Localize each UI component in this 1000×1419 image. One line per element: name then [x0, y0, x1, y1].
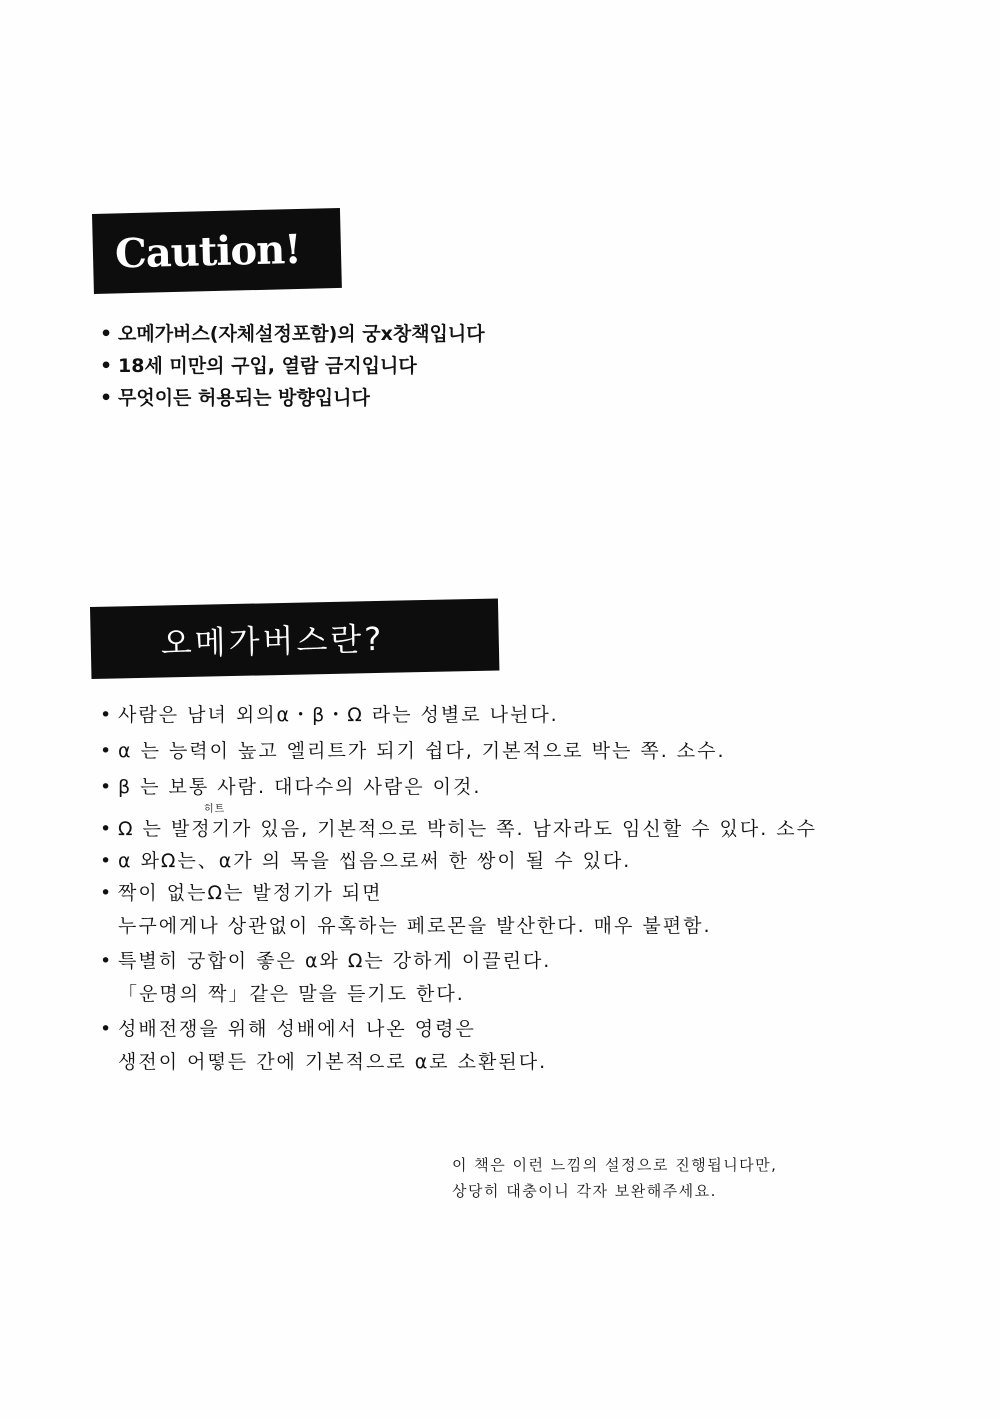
caution-item-text: 18세 미만의 구입, 열람 금지입니다: [118, 355, 417, 377]
bullet-icon: •: [100, 704, 114, 726]
omegaverse-item-text: α 는 능력이 높고 엘리트가 되기 쉽다, 기본적으로 박는 쪽. 소수.: [118, 740, 726, 762]
caution-item-text: 오메가버스(자체설정포함)의 궁x창책입니다: [118, 323, 485, 345]
bullet-icon: •: [100, 818, 114, 840]
omegaverse-banner: [90, 598, 499, 679]
omegaverse-item: [100, 846, 631, 873]
omegaverse-item-continuation: 누구에게나 상관없이 유혹하는 페로몬을 발산한다. 매우 불편함.: [118, 915, 712, 937]
omegaverse-item-text: β 는 보통 사람. 대다수의 사람은 이것.: [118, 776, 482, 798]
caution-title: Caution!: [114, 225, 302, 277]
caution-list: [100, 318, 485, 414]
omegaverse-item: [100, 772, 481, 799]
bullet-icon: •: [100, 882, 114, 904]
bullet-icon: •: [100, 850, 114, 872]
omegaverse-title: 오메가버스란?: [160, 619, 385, 663]
omegaverse-item: [100, 814, 817, 841]
footnote: [452, 1152, 777, 1204]
caution-item-text: 무엇이든 허용되는 방향입니다: [118, 387, 370, 409]
bullet-icon: •: [100, 776, 114, 798]
footnote-line: 이 책은 이런 느낌의 설정으로 진행됩니다만,: [452, 1156, 778, 1174]
omegaverse-item-continuation: 「운명의 짝」같은 말을 듣기도 한다.: [118, 983, 465, 1005]
omegaverse-item: [100, 736, 726, 763]
caution-item: [100, 382, 485, 414]
omegaverse-item: [100, 878, 712, 938]
caution-banner: [92, 208, 342, 294]
omegaverse-item-text: 특별히 궁합이 좋은 α와 Ω는 강하게 이끌린다.: [118, 950, 552, 972]
bullet-icon: •: [100, 355, 113, 377]
omegaverse-item-text: α 와Ω는、α가 의 목을 씹음으로써 한 쌍이 될 수 있다.: [118, 850, 632, 872]
bullet-icon: •: [100, 1018, 114, 1040]
bullet-icon: •: [100, 950, 114, 972]
omegaverse-item: [100, 946, 551, 1006]
bullet-icon: •: [100, 323, 113, 345]
omegaverse-item-text: 성배전쟁을 위해 성배에서 나온 영령은: [118, 1018, 476, 1040]
footnote-line: 상당히 대충이니 각자 보완해주세요.: [452, 1182, 717, 1200]
caution-item: [100, 350, 485, 382]
bullet-icon: •: [100, 387, 113, 409]
omegaverse-item-continuation: 생전이 어떻든 간에 기본적으로 α로 소환된다.: [118, 1051, 548, 1073]
omegaverse-item-text: 사람은 남녀 외의α・β・Ω 라는 성별로 나뉜다.: [118, 704, 559, 726]
furigana-ruby: 히트: [204, 804, 226, 815]
omegaverse-item-text: 짝이 없는Ω는 발정기가 되면: [118, 882, 383, 904]
omegaverse-item-text: Ω 는 발정기가 있음, 기본적으로 박히는 쪽. 남자라도 임신할 수 있다. 소수: [118, 818, 817, 840]
omegaverse-item: [100, 700, 559, 727]
bullet-icon: •: [100, 740, 114, 762]
omegaverse-item: [100, 1014, 547, 1074]
caution-item: [100, 318, 485, 350]
